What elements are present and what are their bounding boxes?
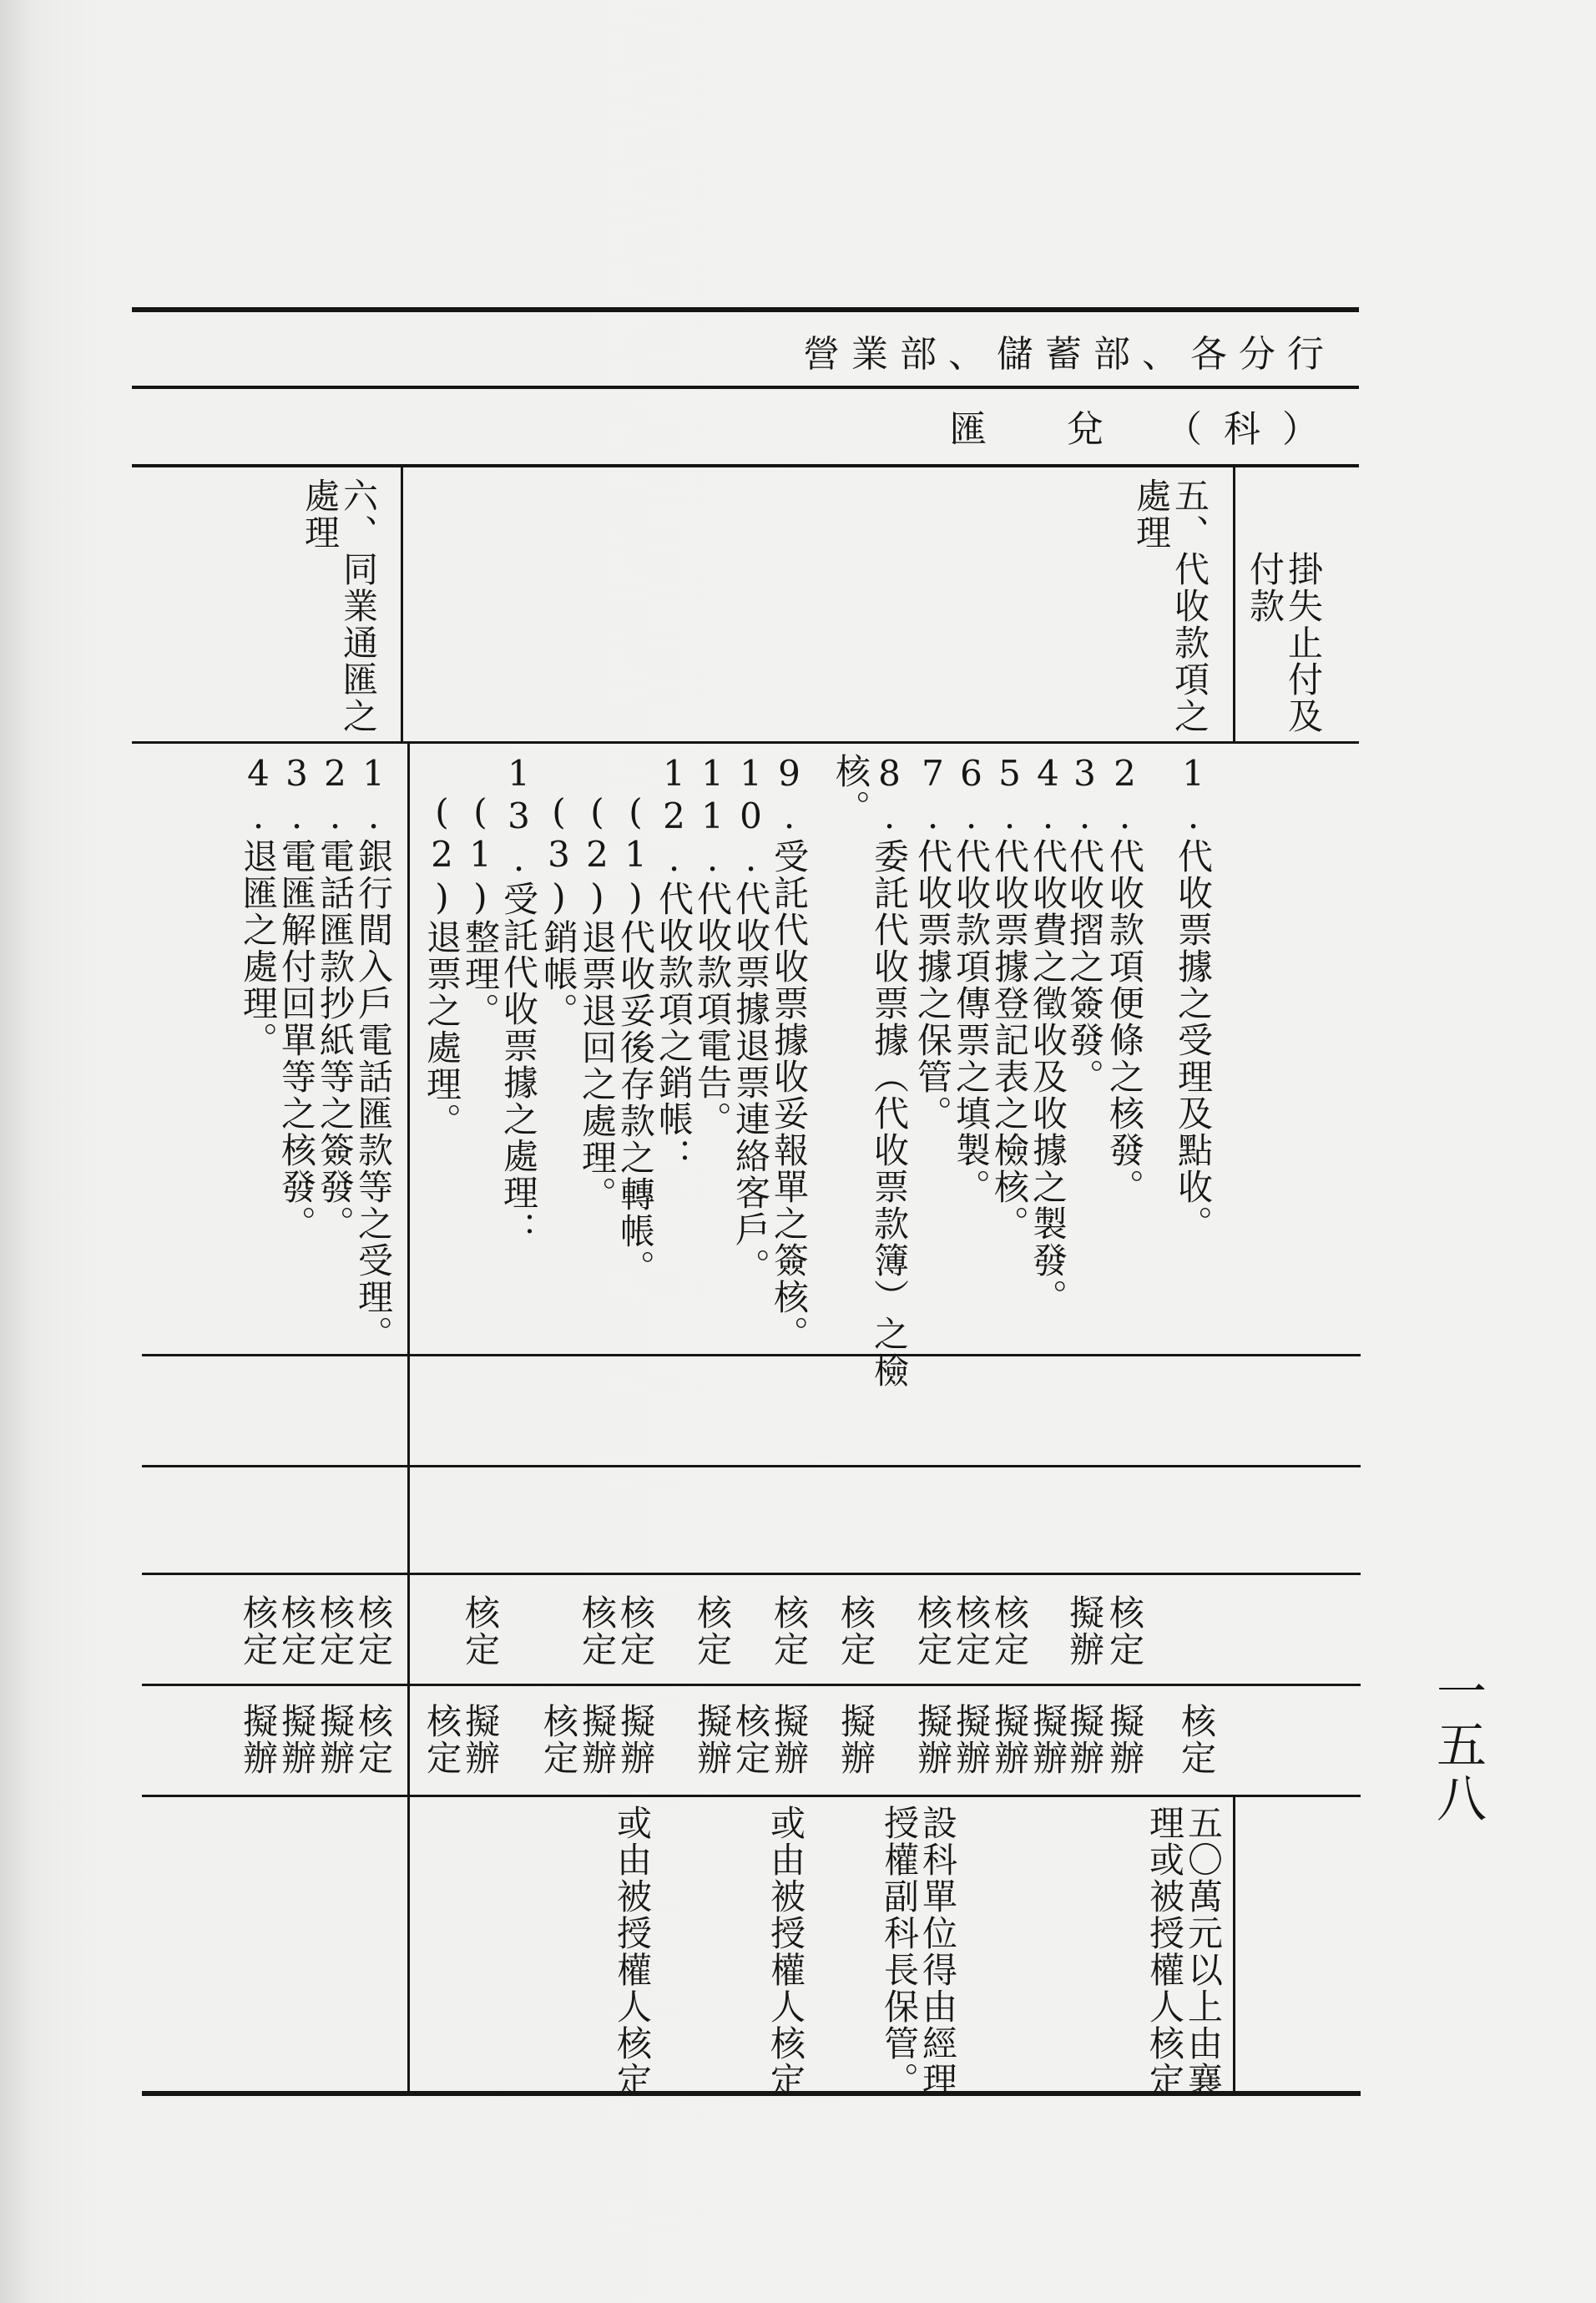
approval-cell: 核定 [276,1594,317,1668]
rule-col4-bottom [142,1795,1361,1797]
item-list-item: (1)整理。 [460,791,501,1029]
item-list-item: 3.電匯解付回單等之核發。 [276,753,317,1242]
approval-cell: 擬辦 [912,1703,953,1776]
approval-cell: 擬辦 [769,1703,810,1776]
item-list-item: 10.代收票據退票連絡客戶。 [730,753,771,1285]
item-list-item: 2.代收款項便條之核發。 [1104,753,1145,1205]
approval-cell: 核定 [615,1594,656,1668]
category-interbank-remittance: 六、同業通匯之 處理 [300,477,379,735]
approval-cell: 核定 [577,1594,618,1668]
item-list-item: 1.銀行間入戶電話匯款等之受理。 [353,753,394,1352]
rule-category-bottom [132,741,1359,744]
approval-cell: 核定 [353,1594,394,1668]
approval-cell: 核定 [460,1594,501,1668]
approval-cell: 核定 [836,1594,876,1668]
item-list-item: 7.代收票據之保管。 [912,753,953,1132]
divider-v1 [401,466,403,741]
page-subtitle: 匯 兌 （科） [950,408,1341,451]
item-list-item: 6.代收款項傳票之填製。 [951,753,992,1205]
approval-cell: 核定 [315,1594,356,1668]
rule-col1-bottom [142,1465,1361,1467]
item-list-item: 3.代收摺之簽發。 [1064,753,1105,1095]
approval-cell: 擬辦 [1064,1703,1105,1776]
rule-col3-bottom [142,1684,1361,1686]
item-list-item: 1.代收票據之受理及點收。 [1173,753,1214,1242]
item-list-item: (2)退票退回之處理。 [577,791,618,1213]
rule-title-bottom [132,386,1359,389]
divider-v1-lower [407,741,410,2093]
approval-cell: 擬辦 [577,1703,618,1776]
item-list-item: (3)銷帳。 [538,791,579,1029]
divider-v2 [1233,466,1235,741]
approval-cell: 核定 [951,1594,992,1668]
item-list-item: (2)退票之處理。 [422,791,462,1139]
item-list-item: 2.電話匯款抄紙等之簽發。 [315,753,356,1242]
approval-cell: 擬辦 [238,1703,279,1776]
remark-cell: 或由被授權人核定 [765,1805,806,2098]
approval-cell: 擬辦 [989,1703,1030,1776]
item-list-item: 4.代收費之徵收及收據之製發。 [1028,753,1068,1316]
approval-cell: 核定 [353,1703,394,1776]
remark-cell: 設科單位得由經理 授權副科長保管。 [879,1805,958,2098]
approval-cell: 擬辦 [1064,1594,1105,1668]
rule-items-bottom [142,1354,1361,1356]
page-title: 營業部、儲蓄部、各分行 [803,333,1336,376]
approval-cell: 核定 [989,1594,1030,1668]
divider-v2-lower [1233,1795,1235,2093]
approval-cell: 核定 [730,1703,771,1776]
approval-cell: 擬辦 [836,1703,876,1776]
approval-cell: 核定 [1104,1594,1145,1668]
rule-col2-bottom [142,1573,1361,1575]
approval-cell: 擬辦 [615,1703,656,1776]
approval-cell: 核定 [538,1703,579,1776]
item-list-item: (1)代收妥後存款之轉帳。 [615,791,656,1286]
item-list-item: 5.代收票據登記表之檢核。 [989,753,1030,1242]
item-list-item: 8.委託代收票據（代收票款簿）之檢 核。 [831,753,910,1389]
approval-cell: 核定 [692,1594,733,1668]
category-lost-payment: 掛失止付及 付款 [1245,551,1324,735]
approval-cell: 擬辦 [276,1703,317,1776]
approval-cell: 擬辦 [460,1703,501,1776]
approval-cell: 擬辦 [951,1703,992,1776]
page-number: 一五八 [1428,1665,1487,1826]
approval-cell: 擬辦 [1028,1703,1068,1776]
approval-cell: 核定 [769,1594,810,1668]
item-list-item: 11.代收款項電告。 [692,753,733,1138]
approval-cell: 核定 [238,1594,279,1668]
rule-subtitle-bottom [132,464,1359,467]
remark-cell: 或由被授權人核定 [612,1805,653,2098]
item-list-item: 4.退匯之處理。 [238,753,279,1058]
approval-cell: 擬辦 [692,1703,733,1776]
approval-cell: 核定 [1176,1703,1217,1776]
item-list-item: 13.受託代收票據之處理： [498,753,539,1248]
approval-cell: 擬辦 [315,1703,356,1776]
item-list-item: 12.代收款項之銷帳： [654,753,694,1174]
item-list-item: 9.受託代收票據收妥報單之簽核。 [769,753,810,1352]
approval-cell: 擬辦 [1104,1703,1145,1776]
approval-cell: 核定 [912,1594,953,1668]
approval-cell: 核定 [422,1703,462,1776]
remark-cell: 五〇萬元以上由襄 理或被授權人核定 [1144,1805,1224,2098]
category-collection: 五、代收款項之 處理 [1131,477,1210,735]
top-rule [132,307,1359,312]
